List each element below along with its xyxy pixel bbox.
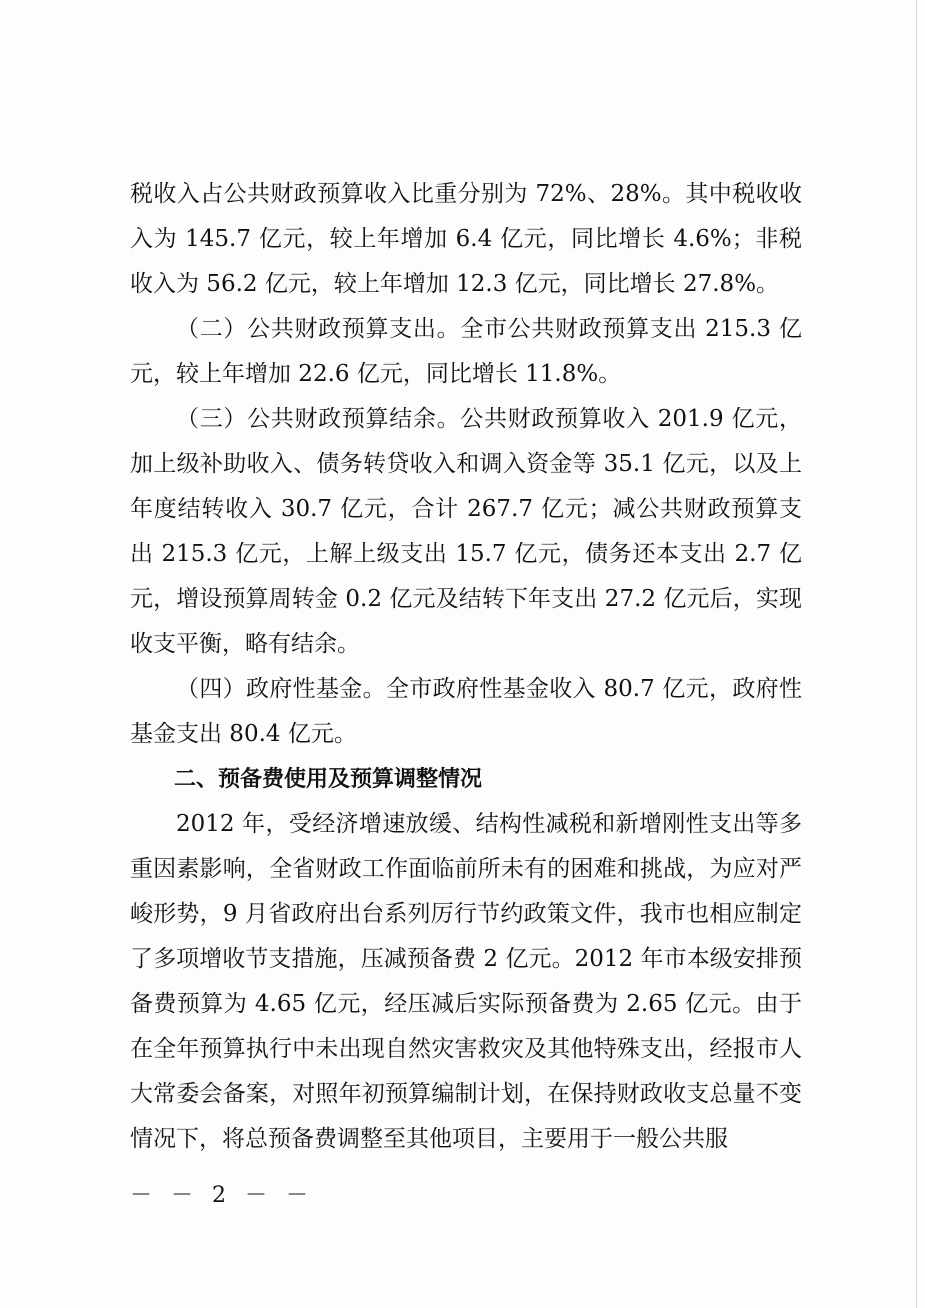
paragraph-reserve-fund: 2012 年，受经济增速放缓、结构性减税和新增刚性支出等多重因素影响，全省财政工作面临前所未有的困难和挑战，为应对严峻形势，9 月省政府出台系列厉行节约政策文件，我市也相应制定了多项增收节支措施，压减预备费 2 亿元。2012 年市本级安排预备费预算为 4.65 亿元，经压减后实际预备费为 2.65 亿元。由于在全年预算执行中未出现自然灾害救灾及其他特殊支出，经报市人大常委会备案，对照年初预算编制计划，在保持财政收支总量不变情况下，将总预备费调整至其他项目，主要用于一般公共服 [130,811,802,1152]
page-edge-line [916,0,917,1308]
section-heading: 二、预备费使用及预算调整情况 [174,767,483,792]
paragraph-budget-balance: （三）公共财政预算结余。公共财政预算收入 201.9 亿元，加上级补助收入、债务转贷收入和调入资金等 35.1 亿元，以及上年度结转收入 30.7 亿元，合计 267.7 亿元；减公共财政预算支出 215.3 亿元，上解上级支出 15.7 亿元，债务还本支出 2.7 亿元，增设预算周转金 0.2 亿元及结转下年支出 27.2 亿元后，实现收支平衡，略有结余。 [130,406,802,657]
page-number: － － 2 － － [130,1183,314,1208]
document-body [130,172,802,1162]
paragraph-government-fund: （四）政府性基金。全市政府性基金收入 80.7 亿元，政府性基金支出 80.4 亿元。 [130,676,802,747]
paragraph-public-expenditure: （二）公共财政预算支出。全市公共财政预算支出 215.3 亿元，较上年增加 22.6 亿元，同比增长 11.8%。 [130,316,802,387]
paragraph-tax-revenue: 税收入占公共财政预算收入比重分别为 72%、28%。其中税收收入为 145.7 亿元，较上年增加 6.4 亿元，同比增长 4.6%；非税收入为 56.2 亿元，较上年增加 12.3 亿元，同比增长 27.8%。 [130,181,802,297]
